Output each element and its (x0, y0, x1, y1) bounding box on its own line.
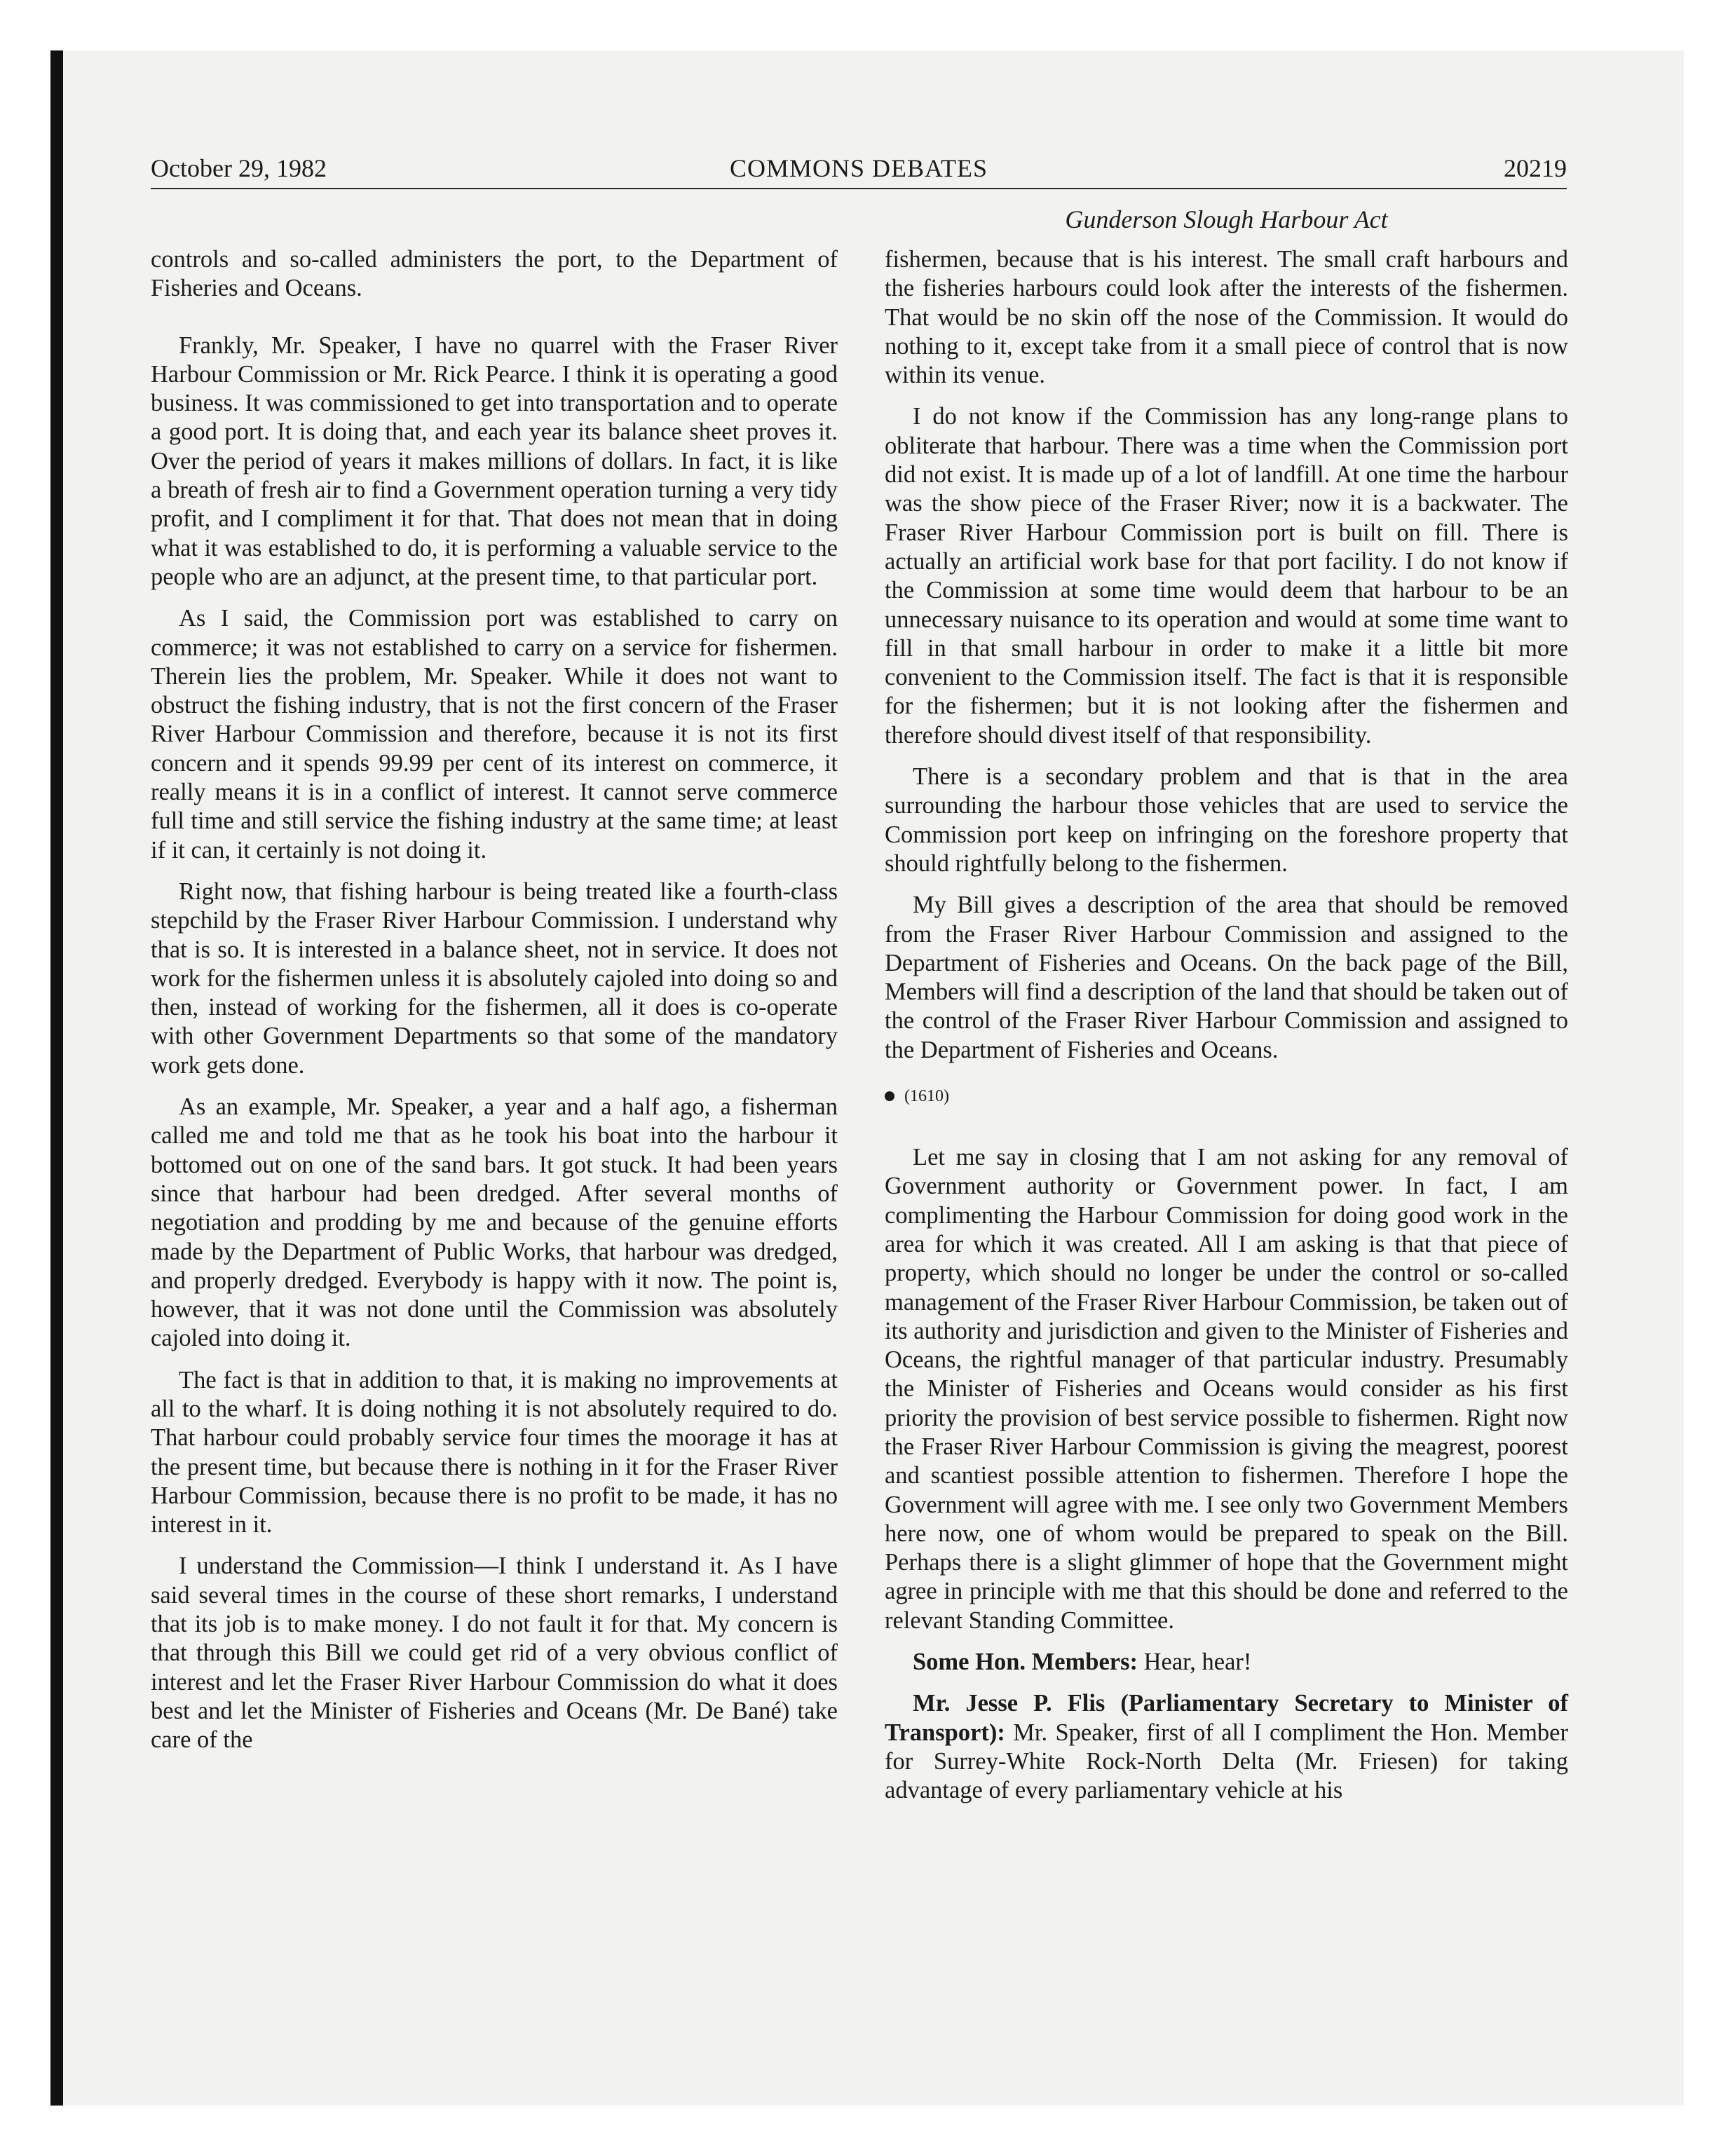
paragraph: The fact is that in addition to that, it is making no improvements at all to the wharf. It is doing nothing it is not absolutely required to do. That harbour could probably service four times the moorage it has at the present time, but because there is nothing in it for the Fraser River Harbour Commission, because there is no profit to be made, it has no interest in it. (151, 1366, 838, 1538)
speaker-name: Some Hon. Members: (913, 1649, 1138, 1676)
paragraph: I do not know if the Commission has any long-range plans to obliterate that harbour. There was a time when the Commission port did not exist. It is made up of a lot of landfill. At one time the harbour was the show piece of the Fraser River; now it is a backwater. The Fraser River Harbour Commission port is built on fill. There is actually an artificial work base for that port facility. I do not know if the Commission at some time would deem that harbour to be an unnecessary nuisance to its operation and would at some time want to fill in that small harbour in order to make it a little bit more convenient to the Commission itself. The fact is that it is responsible for the fishermen; but it is not looking after the fishermen and therefore should divest itself of that responsibility. (885, 403, 1568, 749)
paragraph: There is a secondary problem and that is that in the area surrounding the harbour those vehicles that are used to service the Commission port keep on infringing on the foreshore property that should rightfully belong to the fishermen. (885, 763, 1568, 877)
paragraph: Right now, that fishing harbour is being treated like a fourth-class stepchild by the Fraser River Harbour Commission. I understand why that is so. It is interested in a balance sheet, not in service. It does not work for the fishermen unless it is absolutely cajoled into doing so and then, instead of working for the fishermen, all it does is co-operate with other Government Departments so that some of the mandatory work gets done. (151, 878, 838, 1079)
header-date: October 29, 1982 (151, 154, 327, 182)
paragraph: I understand the Commission—I think I understand it. As I have said several times in the course of these short remarks, I understand that its job is to make money. I do not fault it for that. My concern is that through this Bill we could get rid of a very obvious conflict of interest and let the Fraser River Harbour Commission do what it does best and let the Minister of Fisheries and Oceans (Mr. De Bané) take care of the (151, 1553, 838, 1754)
time-marker (885, 1086, 1568, 1107)
page-header (151, 153, 1567, 189)
speech-text: Mr. Speaker, first of all I compliment the Hon. Member for Surrey-White Rock-North Delta (Mr. Friesen) for taking advantage of every parliamentary vehicle at his (885, 1719, 1568, 1804)
section-title: Gunderson Slough Harbour Act (1065, 205, 1388, 233)
paragraph: Let me say in closing that I am not asking for any removal of Government authority or Government power. In fact, I am complimenting the Harbour Commission for doing good work in the area for which it was created. All I am asking is that that piece of property, which should no longer be under the control or so-called management of the Fraser River Harbour Commission, be taken out of its authority and jurisdiction and given to the Minister of Fisheries and Oceans, the rightful manager of that particular industry. Presumably the Minister of Fisheries and Oceans would consider as his first priority the provision of best service possible to fishermen. Right now the Fraser River Harbour Commission is giving the meagrest, poorest and scantiest possible attention to fishermen. Therefore I hope the Government will agree with me. I see only two Government Members here now, one of whom would be prepared to speak on the Bill. Perhaps there is a slight glimmer of hope that the Government might agree in principle with me that this should be done and referred to the relevant Standing Committee. (885, 1144, 1568, 1634)
scan-edge (50, 50, 63, 2106)
paragraph: As I said, the Commission port was established to carry on commerce; it was not established to carry on a service for fishermen. Therein lies the problem, Mr. Speaker. While it does not want to obstruct the fishing industry, that is not the first concern of the Fraser River Harbour Commission and therefore, because it is not its first concern and it spends 99.99 per cent of its interest on commerce, it really means it is in a conflict of interest. It cannot serve commerce full time and still service the fishing industry at the same time; at least if it can, it certainly is not doing it. (151, 605, 838, 864)
time-marker-label: (1610) (904, 1087, 949, 1106)
header-page-number: 20219 (1504, 154, 1567, 182)
bullet-icon (885, 1091, 894, 1101)
right-column (885, 245, 1568, 1818)
paragraph: As an example, Mr. Speaker, a year and a half ago, a fisherman called me and told me that as he took his boat into the harbour it bottomed out on one of the sand bars. It got stuck. It had been years since that harbour had been dredged. After several months of negotiation and prodding by me and because of the genuine efforts made by the Department of Public Works, that harbour was dredged, and properly dredged. Everybody is happy with it now. The point is, however, that it was not done until the Commission was absolutely cajoled into doing it. (151, 1093, 838, 1352)
header-publication: COMMONS DEBATES (729, 154, 988, 182)
paragraph: My Bill gives a description of the area that should be removed from the Fraser River Harbour Commission and assigned to the Department of Fisheries and Oceans. On the back page of the Bill, Members will find a description of the land that should be taken out of the control of the Fraser River Harbour Commission and assigned to the Department of Fisheries and Oceans. (885, 892, 1568, 1063)
speech (885, 1689, 1568, 1805)
paragraph: fishermen, because that is his interest. The small craft harbours and the fisheries harbours could look after the interests of the fishermen. That would be no skin off the nose of the Commission. It would do nothing to it, except take from it a small piece of control that is now within its venue. (885, 246, 1568, 389)
interjection (885, 1648, 1568, 1677)
paragraph: controls and so-called administers the port, to the Department of Fisheries and Oceans. (151, 246, 838, 302)
interjection-text: Hear, hear! (1143, 1649, 1252, 1676)
speaker-name: Mr. Jesse P. Flis (Parliamentary Secretary to Minister of Transport): (885, 1690, 1568, 1746)
left-column (151, 245, 838, 1768)
paragraph: Frankly, Mr. Speaker, I have no quarrel with the Fraser River Harbour Commission or Mr. Rick Pearce. I think it is operating a good business. It was commissioned to get into transportation and to operate a good port. It is doing that, and each year its balance sheet proves it. Over the period of years it makes millions of dollars. In fact, it is like a breath of fresh air to find a Government operation turning a very tidy profit, and I compliment it for that. That does not mean that in doing what it was established to do, it is performing a valuable service to the people who are an adjunct, at the present time, to that particular port. (151, 332, 838, 590)
